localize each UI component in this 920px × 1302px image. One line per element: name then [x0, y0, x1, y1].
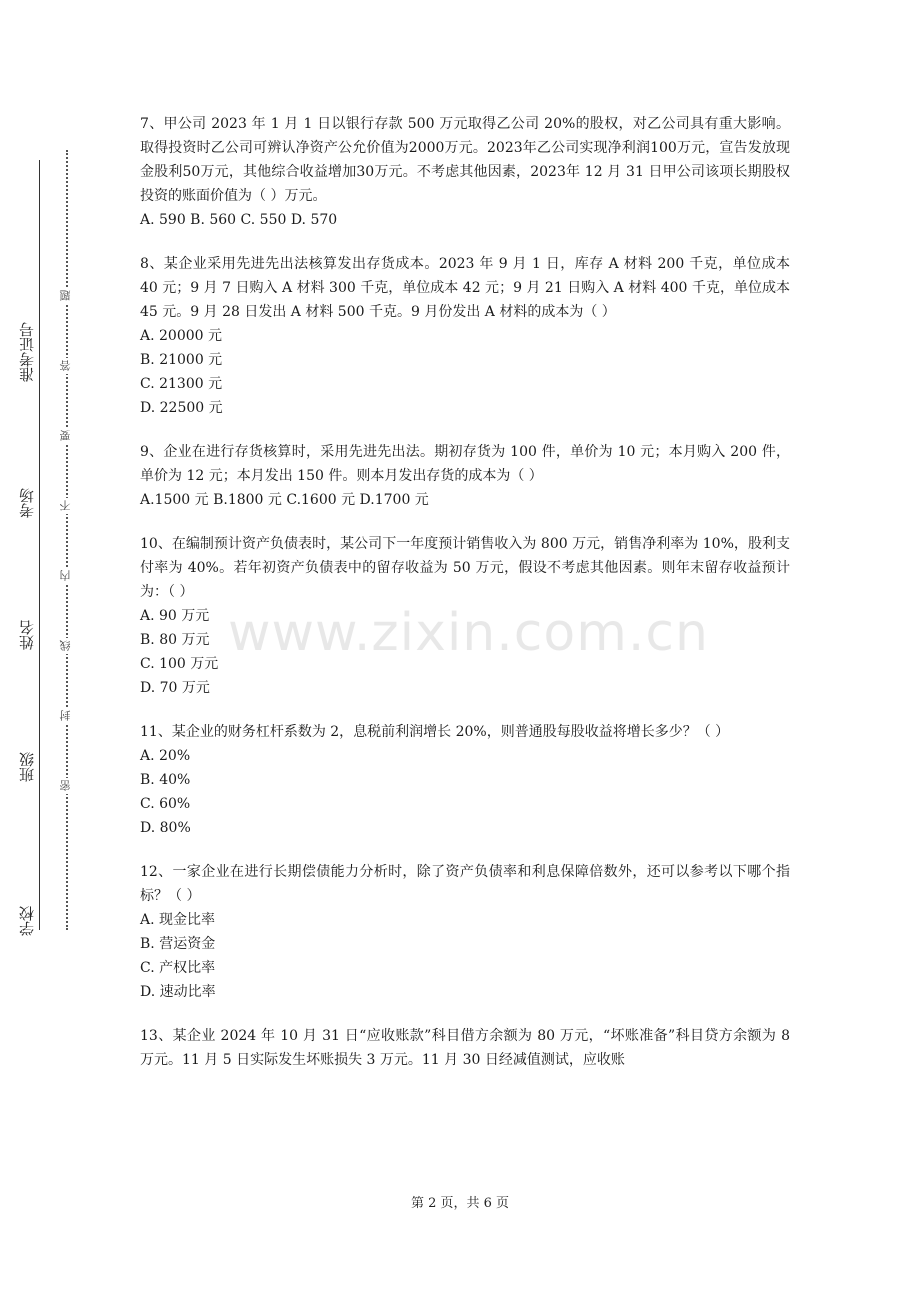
option-d: D. 70 万元 — [140, 680, 210, 696]
question-8 — [140, 252, 790, 420]
option-b: B. 80 万元 — [140, 632, 210, 648]
option-a: A. 20% — [140, 748, 191, 764]
option-c: C. 产权比率 — [140, 960, 216, 976]
exam-id-label: 准考证号 — [18, 322, 36, 382]
seal-char: 要 — [58, 428, 74, 444]
option-a: A. 90 万元 — [140, 608, 210, 624]
option-d: D. 22500 元 — [140, 400, 223, 416]
seal-char: 密 — [58, 778, 74, 794]
option-d: D. 速动比率 — [140, 984, 216, 1000]
question-9 — [140, 440, 790, 512]
options-inline: A.1500 元 B.1800 元 C.1600 元 D.1700 元 — [140, 492, 429, 508]
question-text: 7、甲公司 2023 年 1 月 1 日以银行存款 500 万元取得乙公司 20%的股权，对乙公司具有重大影响。取得投资时乙公司可辨认净资产公允价值为2000万元。2023年乙公司实现净利润100万元，宣告发放现金股利50万元，其他综合收益增加30万元。不考虑其他因素，2023年 12 月 31 日甲公司该项长期股权投资的账面价值为（ ）万元。 — [140, 116, 790, 204]
seal-char: 答 — [58, 358, 74, 374]
question-text: 9、企业在进行存货核算时，采用先进先出法。期初存货为 100 件，单价为 10 元；本月购入 200 件，单价为 12 元；本月发出 150 件。则本月发出存货的成本为（ ） — [140, 444, 790, 484]
option-c: C. 60% — [140, 796, 191, 812]
question-13 — [140, 1024, 790, 1072]
question-text: 12、一家企业在进行长期偿债能力分析时，除了资产负债率和利息保障倍数外，还可以参考以下哪个指标？（ ） — [140, 864, 790, 904]
option-b: B. 21000 元 — [140, 352, 223, 368]
name-label: 姓名 — [18, 620, 36, 650]
option-c: C. 100 万元 — [140, 656, 219, 672]
question-list — [140, 112, 790, 1092]
binding-line — [39, 160, 40, 930]
question-7 — [140, 112, 790, 232]
question-text: 13、某企业 2024 年 10 月 31 日“应收账款”科目借方余额为 80 万元，“坏账准备”科目贷方余额为 8 万元。11 月 5 日实际发生坏账损失 3 万元。11 月 30 日经减值测试，应收账 — [140, 1028, 790, 1068]
question-11 — [140, 720, 790, 840]
option-a: A. 20000 元 — [140, 328, 222, 344]
exam-room-label: 考场 — [18, 488, 36, 518]
seal-char: 题 — [58, 288, 74, 304]
option-b: B. 营运资金 — [140, 936, 216, 952]
question-text: 10、在编制预计资产负债表时，某公司下一年度预计销售收入为 800 万元，销售净利率为 10%，股利支付率为 40%。若年初资产负债表中的留存收益为 50 万元，假设不考虑其他因素。则年末留存收益预计为：（ ） — [140, 536, 790, 600]
option-d: D. 80% — [140, 820, 191, 836]
question-10 — [140, 532, 790, 700]
options-inline: A. 590 B. 560 C. 550 D. 570 — [140, 212, 338, 228]
seal-char: 封 — [58, 708, 74, 724]
question-12 — [140, 860, 790, 1004]
watermark: www.zixin.com.cn — [228, 603, 709, 663]
seal-dotted-line — [66, 150, 68, 930]
seal-char: 不 — [58, 498, 74, 514]
option-a: A. 现金比率 — [140, 912, 216, 928]
question-text: 11、某企业的财务杠杆系数为 2，息税前利润增长 20%，则普通股每股收益将增长多少？（ ） — [140, 724, 730, 740]
option-c: C. 21300 元 — [140, 376, 223, 392]
seal-char: 线 — [58, 638, 74, 654]
option-b: B. 40% — [140, 772, 191, 788]
seal-char: 内 — [58, 568, 74, 584]
question-text: 8、某企业采用先进先出法核算发出存货成本。2023 年 9 月 1 日，库存 A 材料 200 千克，单位成本 40 元；9 月 7 日购入 A 材料 300 千克，单位成本 42 元；9 月 21 日购入 A 材料 400 千克，单位成本 45 元。9 月 28 日发出 A 材料 500 千克。9 月份发出 A 材料的成本为（ ） — [140, 256, 790, 320]
page-footer: 第 2 页，共 6 页 — [410, 1196, 510, 1211]
school-label: 学校 — [18, 906, 36, 936]
class-label: 班级 — [18, 752, 36, 782]
